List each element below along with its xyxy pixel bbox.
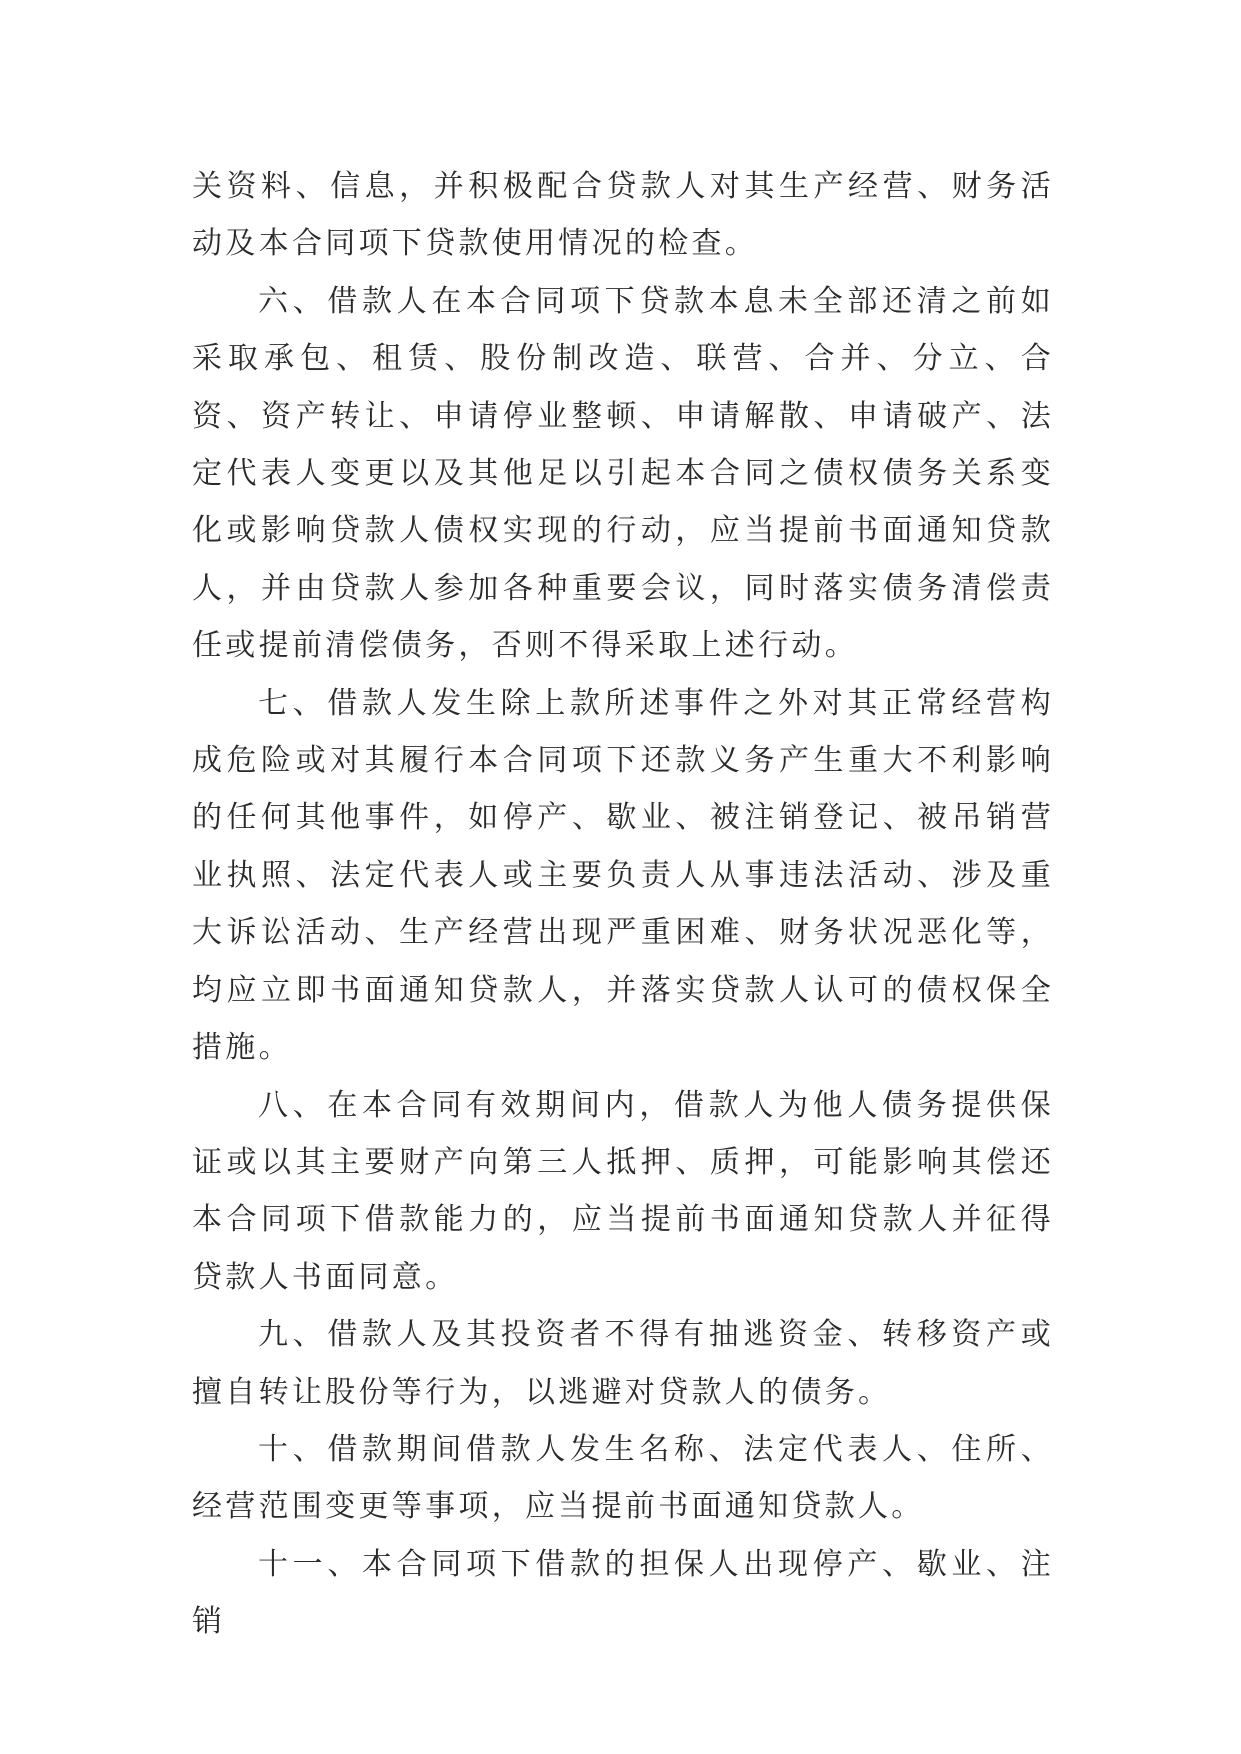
paragraph-clause-10: 十、借款期间借款人发生名称、法定代表人、住所、经营范围变更等事项，应当提前书面通知贷款人。 <box>192 1431 1054 1525</box>
paragraph-clause-7: 七、借款人发生除上款所述事件之外对其正常经营构成危险或对其履行本合同项下还款义务产生重大不利影响的任何其他事件，如停产、歇业、被注销登记、被吊销营业执照、法定代表人或主要负责人从事违法活动、涉及重大诉讼活动、生产经营出现严重困难、财务状况恶化等，均应立即书面通知贷款人，并落实贷款人认可的债权保全措施。 <box>192 685 1054 1066</box>
paragraph-continuation: 关资料、信息，并积极配合贷款人对其生产经营、财务活动及本合同项下贷款使用情况的检查。 <box>192 169 1054 262</box>
paragraph-clause-9: 九、借款人及其投资者不得有抽逃资金、转移资产或擅自转让股份等行为，以逃避对贷款人的债务。 <box>192 1317 1054 1410</box>
document-page <box>192 158 1054 1651</box>
paragraph-clause-8: 八、在本合同有效期间内，借款人为他人债务提供保证或以其主要财产向第三人抵押、质押，可能影响其偿还本合同项下借款能力的，应当提前书面通知贷款人并征得贷款人书面同意。 <box>192 1087 1054 1295</box>
paragraph-clause-11: 十一、本合同项下借款的担保人出现停产、歇业、注销 <box>192 1546 1054 1640</box>
paragraph-clause-6: 六、借款人在本合同项下贷款本息未全部还清之前如采取承包、租赁、股份制改造、联营、合并、分立、合资、资产转让、申请停业整顿、申请解散、申请破产、法定代表人变更以及其他足以引起本合同之债权债务关系变化或影响贷款人债权实现的行动，应当提前书面通知贷款人，并由贷款人参加各种重要会议，同时落实债务清偿责任或提前清偿债务，否则不得采取上述行动。 <box>192 283 1054 664</box>
